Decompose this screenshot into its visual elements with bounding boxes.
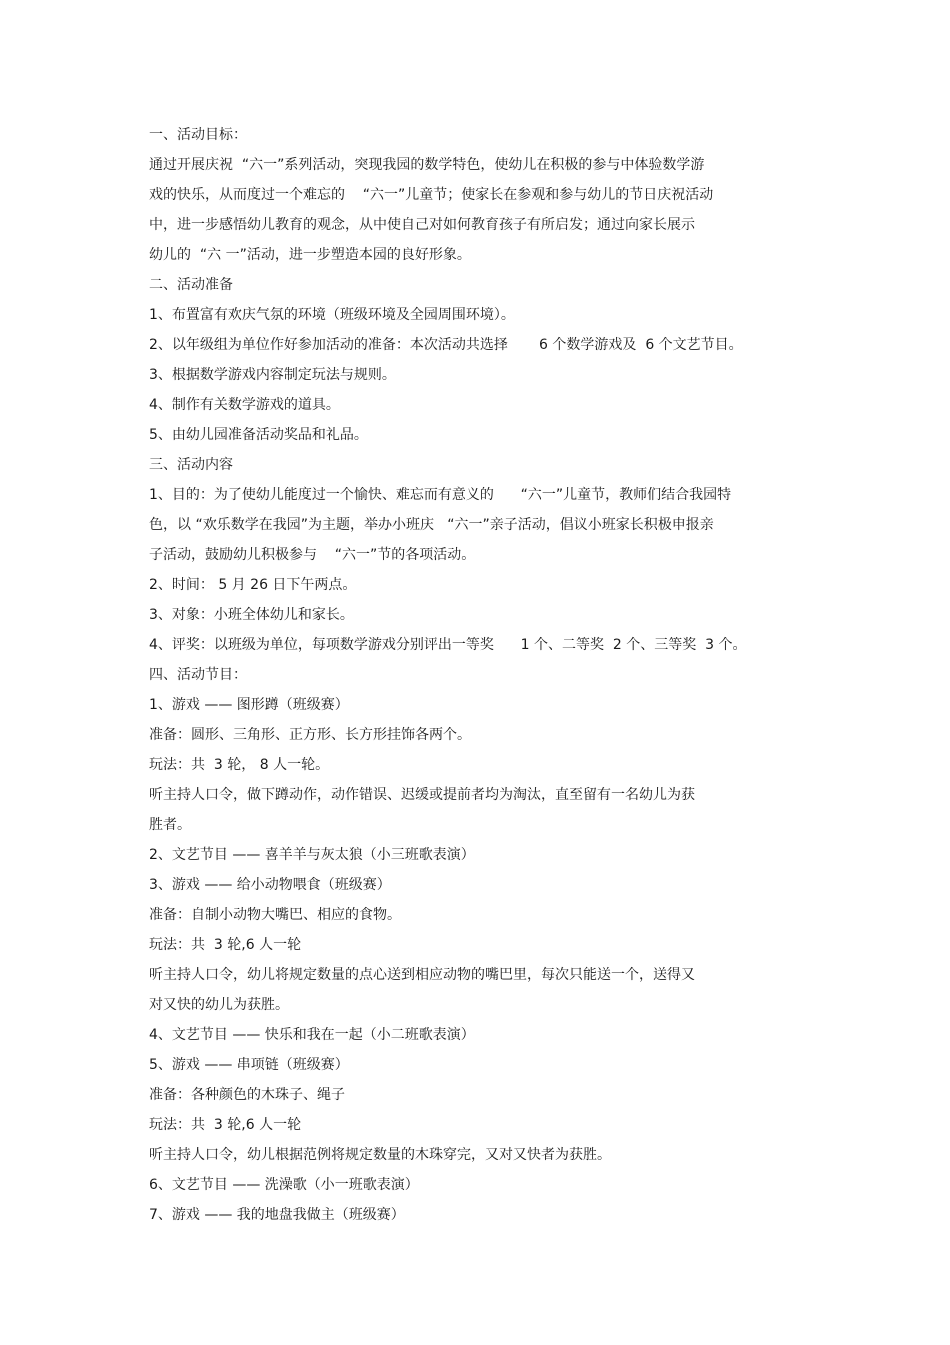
section-heading-preparation: 二、活动准备 <box>149 277 233 293</box>
paragraph-line: 准备：圆形、三角形、正方形、长方形挂饰各两个。 <box>149 727 471 743</box>
paragraph-line: 听主持人口令，做下蹲动作，动作错误、迟缓或提前者均为淘汰，直至留有一名幼儿为获 <box>149 787 695 803</box>
list-item: 1、游戏 —— 图形蹲（班级赛） <box>149 697 349 713</box>
paragraph-line: 听主持人口令，幼儿将规定数量的点心送到相应动物的嘴巴里，每次只能送一个，送得又 <box>149 967 695 983</box>
paragraph-line: 子活动，鼓励幼儿积极参与 “六一”节的各项活动。 <box>149 547 476 563</box>
list-item: 4、制作有关数学游戏的道具。 <box>149 397 340 413</box>
section-heading-program: 四、活动节目： <box>149 667 247 683</box>
paragraph-line: 准备：自制小动物大嘴巴、相应的食物。 <box>149 907 401 923</box>
list-item: 1、目的：为了使幼儿能度过一个愉快、难忘而有意义的 “六一”儿童节，教师们结合我园特 <box>149 487 732 503</box>
paragraph-line: 色，以 “欢乐数学在我园”为主题，举办小班庆 “六一”亲子活动，倡议小班家长积极申报亲 <box>149 517 714 533</box>
list-item: 3、对象：小班全体幼儿和家长。 <box>149 607 354 623</box>
list-item: 2、以年级组为单位作好参加活动的准备：本次活动共选择 6 个数学游戏及 6 个文艺节目。 <box>149 337 743 353</box>
paragraph-line: 玩法：共 3 轮,6 人一轮 <box>149 937 302 953</box>
list-item: 7、游戏 —— 我的地盘我做主（班级赛） <box>149 1207 405 1223</box>
list-item: 5、由幼儿园准备活动奖品和礼品。 <box>149 427 368 443</box>
paragraph-line: 通过开展庆祝 “六一”系列活动，突现我园的数学特色，使幼儿在积极的参与中体验数学游 <box>149 157 705 173</box>
list-item: 6、文艺节目 —— 洗澡歌（小一班歌表演） <box>149 1177 419 1193</box>
list-item: 4、文艺节目 —— 快乐和我在一起（小二班歌表演） <box>149 1027 475 1043</box>
paragraph-line: 玩法：共 3 轮， 8 人一轮。 <box>149 757 330 773</box>
section-heading-goals: 一、活动目标： <box>149 127 247 143</box>
paragraph-line: 胜者。 <box>149 817 191 833</box>
list-item: 3、游戏 —— 给小动物喂食（班级赛） <box>149 877 391 893</box>
list-item: 5、游戏 —— 串项链（班级赛） <box>149 1057 349 1073</box>
list-item: 2、时间： 5 月 26 日下午两点。 <box>149 577 357 593</box>
paragraph-line: 听主持人口令，幼儿根据范例将规定数量的木珠穿完，又对又快者为获胜。 <box>149 1147 611 1163</box>
list-item: 4、评奖：以班级为单位，每项数学游戏分别评出一等奖 1 个、二等奖 2 个、三等奖 3 个。 <box>149 637 747 653</box>
paragraph-line: 准备：各种颜色的木珠子、绳子 <box>149 1087 345 1103</box>
paragraph-line: 中，进一步感悟幼儿教育的观念，从中使自己对如何教育孩子有所启发；通过向家长展示 <box>149 217 695 233</box>
paragraph-line: 戏的快乐，从而度过一个难忘的 “六一”儿童节；使家长在参观和参与幼儿的节日庆祝活动 <box>149 187 714 203</box>
section-heading-content: 三、活动内容 <box>149 457 233 473</box>
document-body <box>149 120 909 1230</box>
list-item: 1、布置富有欢庆气氛的环境（班级环境及全园周围环境）。 <box>149 307 515 323</box>
paragraph-line: 玩法：共 3 轮,6 人一轮 <box>149 1117 302 1133</box>
list-item: 2、文艺节目 —— 喜羊羊与灰太狼（小三班歌表演） <box>149 847 475 863</box>
paragraph-line: 对又快的幼儿为获胜。 <box>149 997 289 1013</box>
list-item: 3、根据数学游戏内容制定玩法与规则。 <box>149 367 396 383</box>
paragraph-line: 幼儿的 “六 一”活动，进一步塑造本园的良好形象。 <box>149 247 471 263</box>
